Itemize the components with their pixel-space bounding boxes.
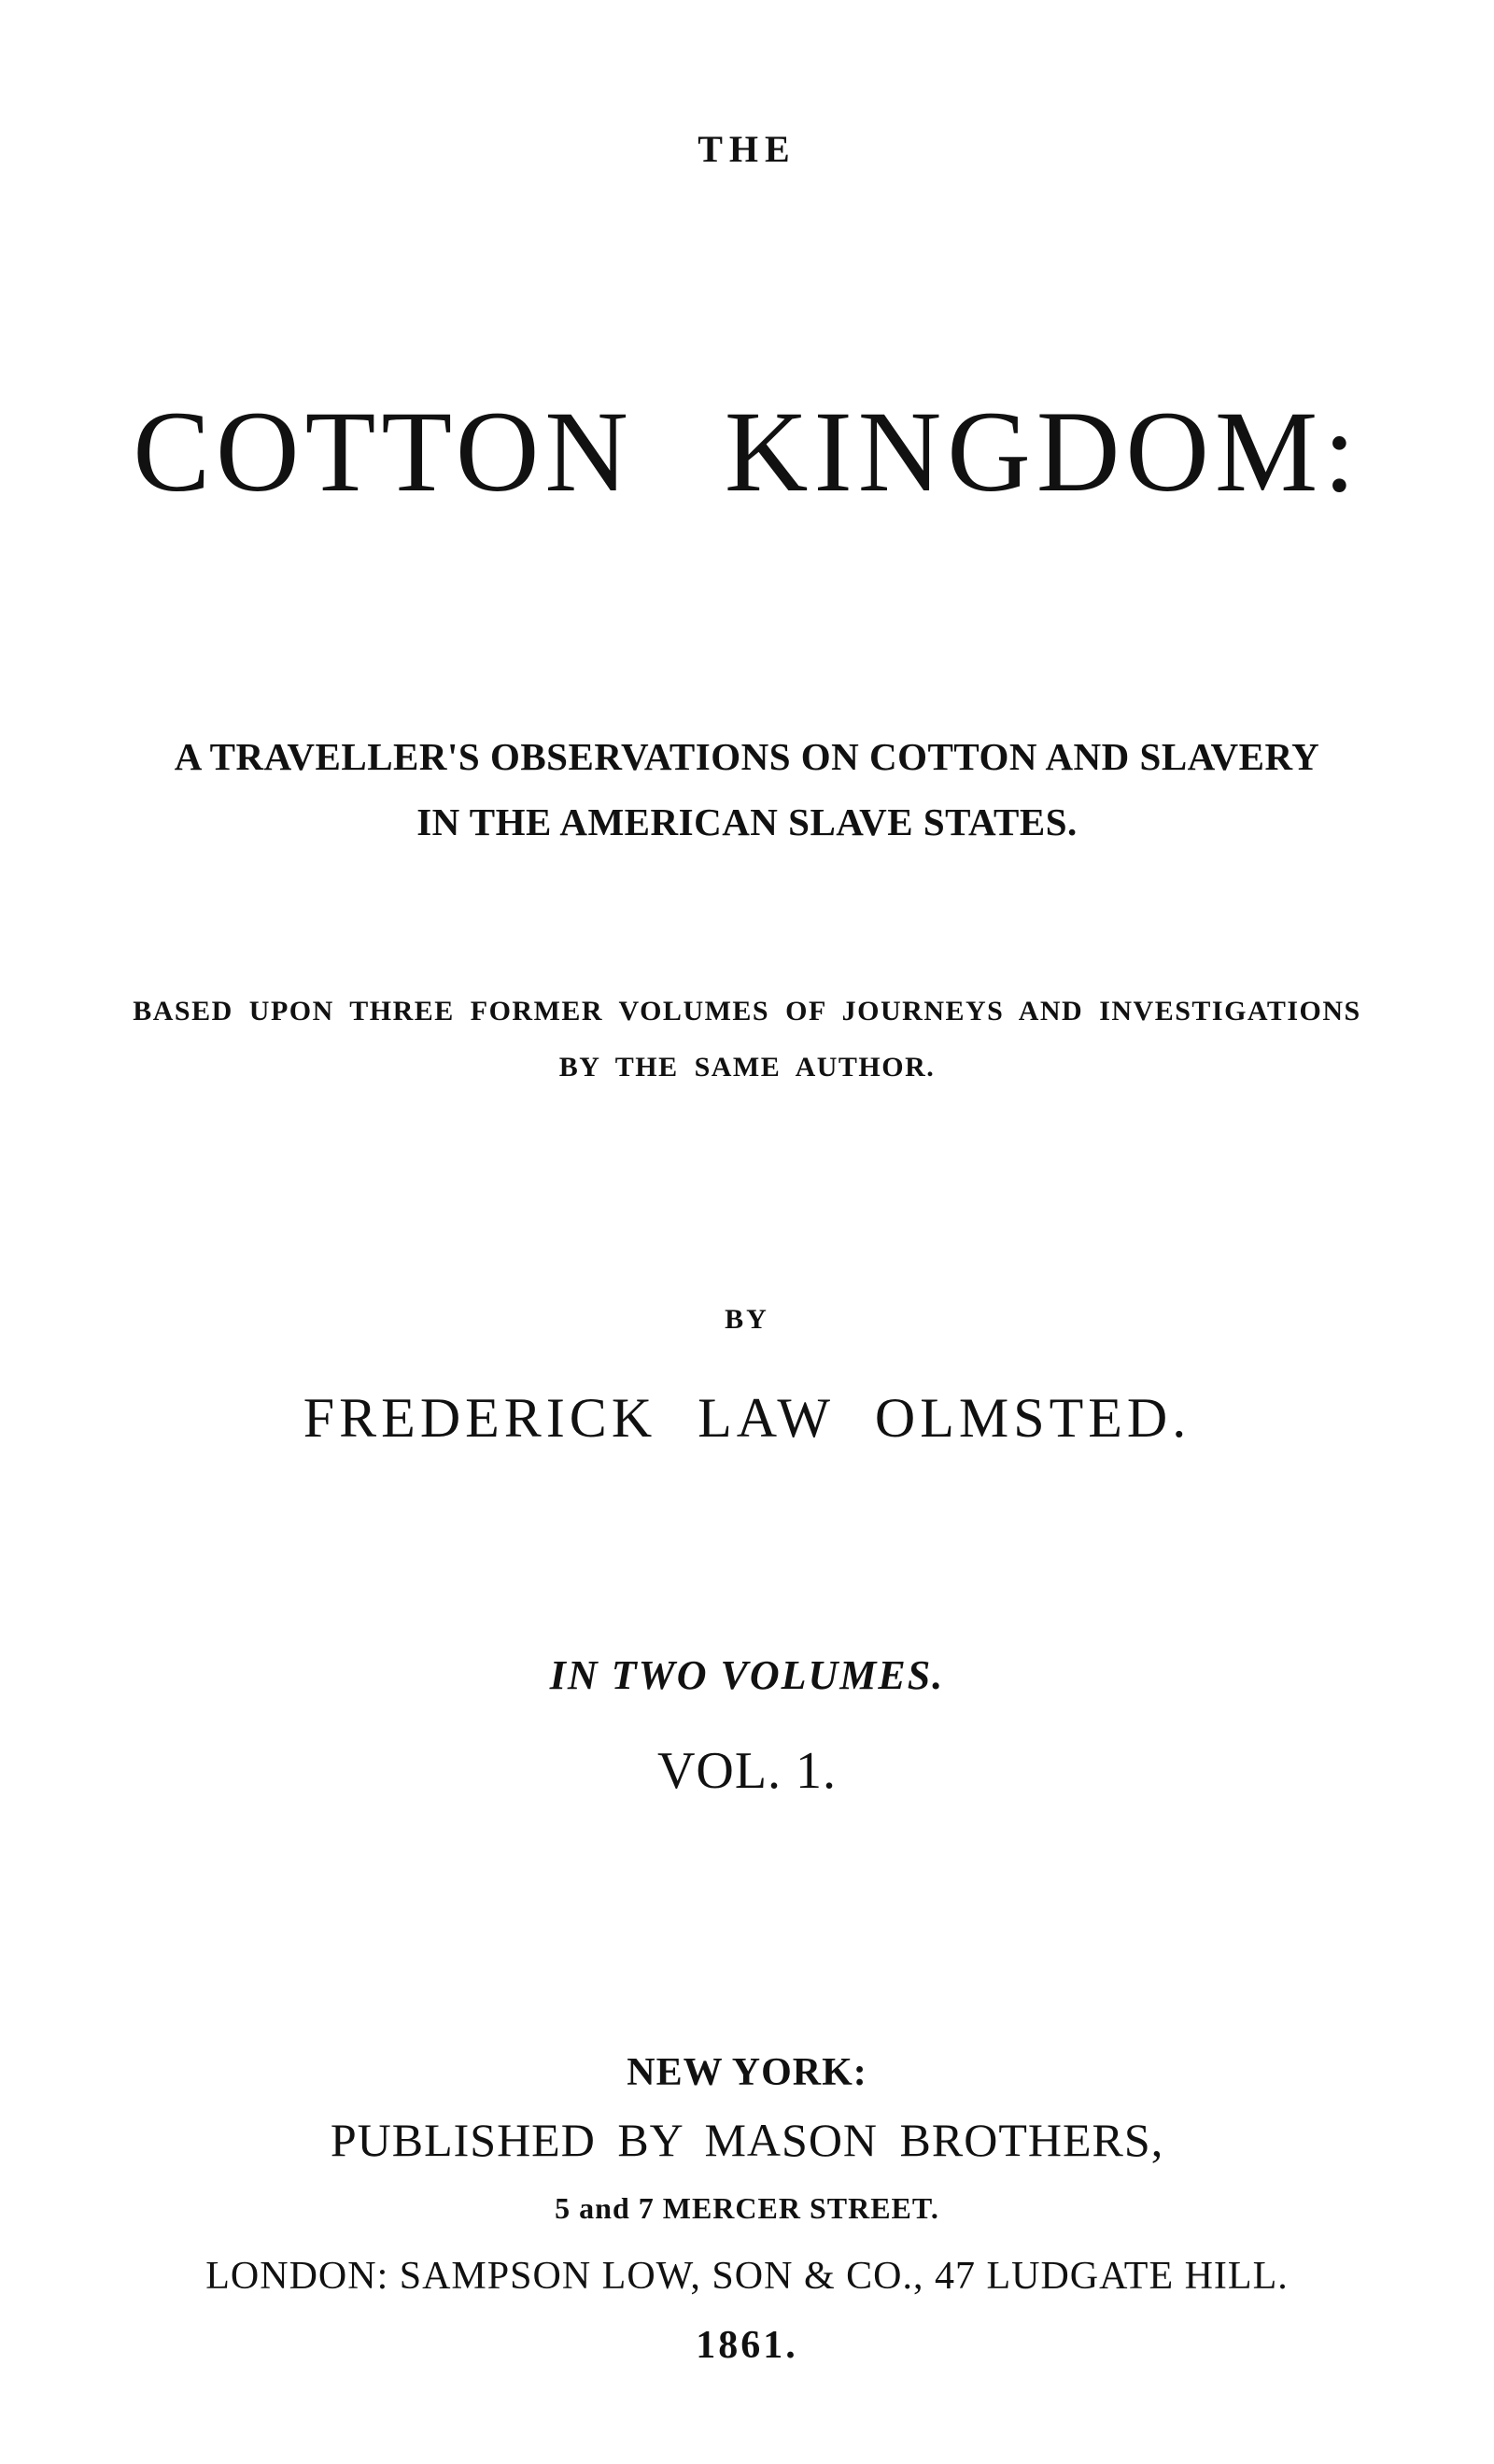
imprint-year: 1861. <box>696 2324 798 2367</box>
main-title: COTTON KINGDOM: <box>133 388 1361 516</box>
title-article: THE <box>698 128 796 170</box>
subtitle-line-2: IN THE AMERICAN SLAVE STATES. <box>416 800 1078 843</box>
author-name: FREDERICK LAW OLMSTED. <box>303 1387 1191 1449</box>
based-on-line-2: BY THE SAME AUTHOR. <box>558 1052 936 1083</box>
subtitle-line-1: A TRAVELLER'S OBSERVATIONS ON COTTON AND SLAVERY <box>174 735 1320 778</box>
imprint-publisher: PUBLISHED BY MASON BROTHERS, <box>330 2114 1164 2166</box>
imprint-address: 5 and 7 MERCER STREET. <box>555 2191 939 2225</box>
volumes-note: IN TWO VOLUMES. <box>549 1652 945 1698</box>
by-label: BY <box>725 1304 769 1335</box>
volume-number: VOL. 1. <box>656 1742 838 1800</box>
imprint-london: LONDON: SAMPSON LOW, SON & CO., 47 LUDGATE HILL. <box>205 2255 1289 2298</box>
imprint-city: NEW YORK: <box>627 2051 867 2094</box>
based-on-line-1: BASED UPON THREE FORMER VOLUMES OF JOURNEYS AND INVESTIGATIONS <box>133 996 1361 1027</box>
